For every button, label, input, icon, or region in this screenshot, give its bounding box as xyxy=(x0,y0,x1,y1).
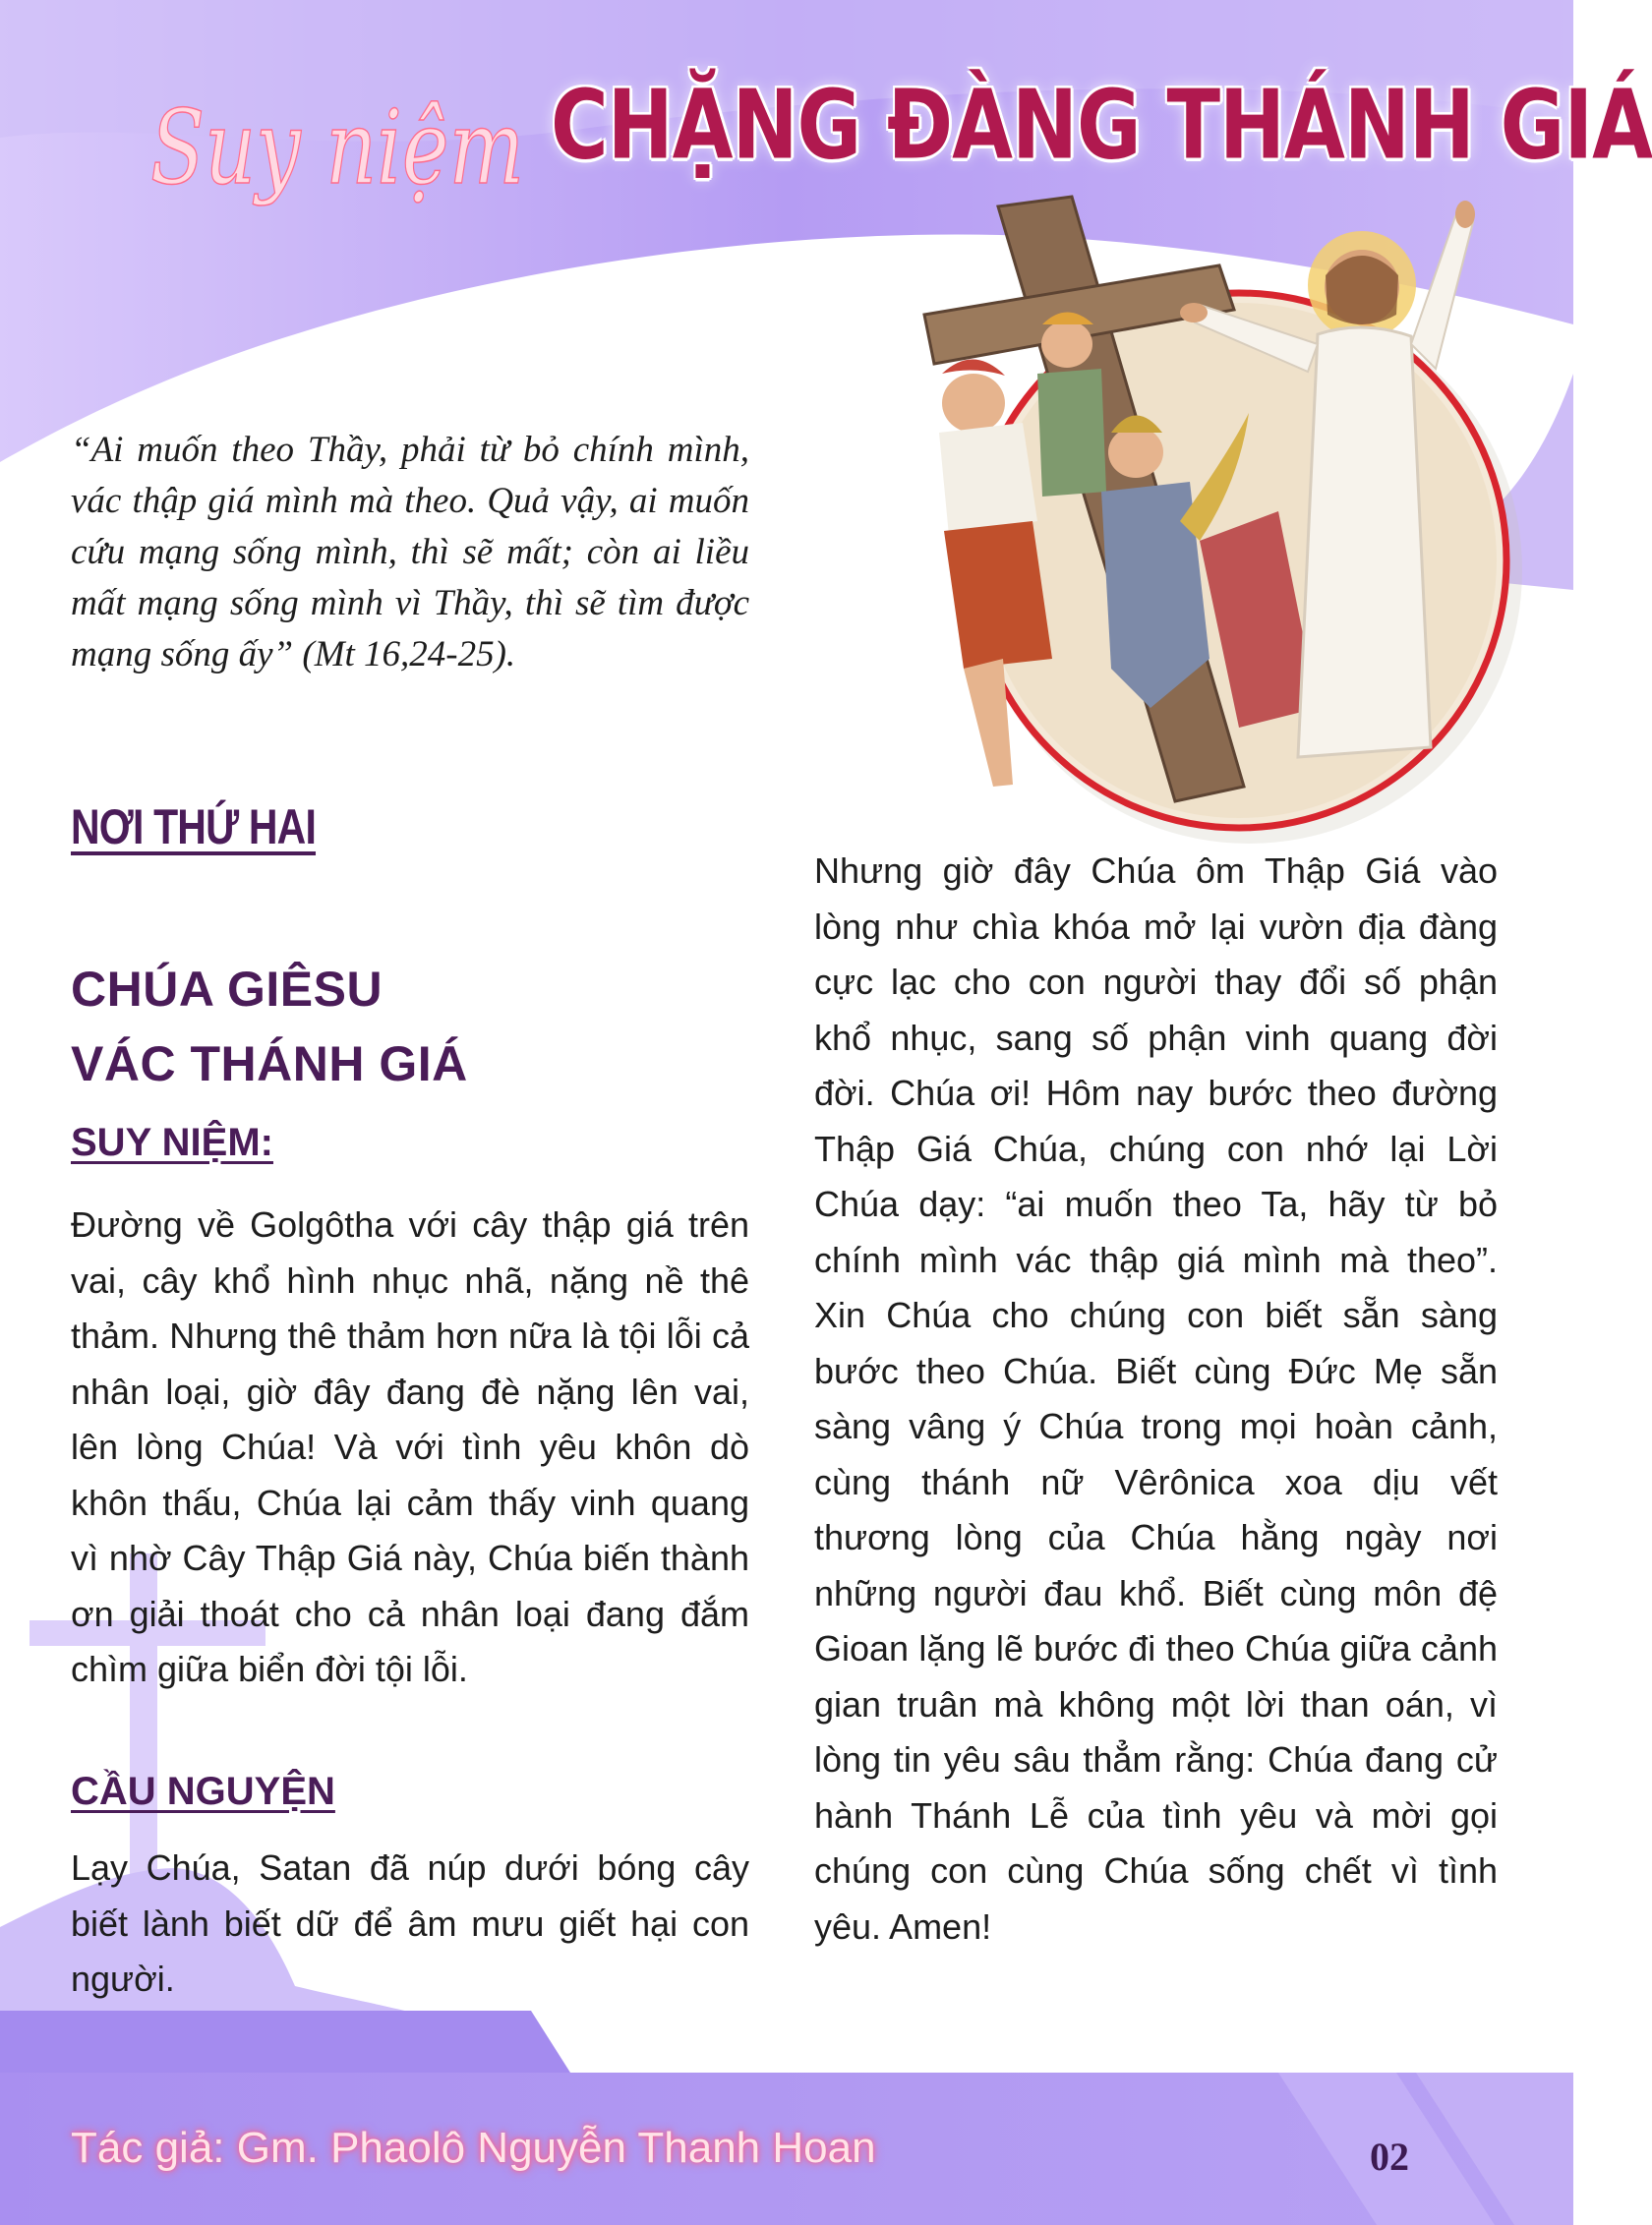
station-label: NƠI THỨ HAI xyxy=(71,799,317,854)
station-title xyxy=(71,952,759,1101)
scripture-quote: “Ai muốn theo Thầy, phải từ bỏ chính mình, vác thập giá mình mà theo. Quả vậy, ai muốn cứu mạng sống mình, thì sẽ mất; còn ai liều mất mạng sống mình vì Thầy, thì sẽ tìm được mạng sống ấy” (Mt 16,24-25). xyxy=(71,430,749,674)
script-title-text: Suy niệm xyxy=(150,88,524,207)
author-credit: Tác giả: Gm. Phaolô Nguyễn Thanh Hoan xyxy=(71,2124,876,2172)
page-title: CHẶNG ĐÀNG THÁNH GIÁ xyxy=(551,69,1652,181)
station-title-line2: VÁC THÁNH GIÁ xyxy=(71,1036,468,1091)
meditation-heading: SUY NIỆM: xyxy=(71,1121,273,1164)
station-title-line1: CHÚA GIÊSU xyxy=(71,962,384,1017)
header-script-title xyxy=(143,57,536,234)
page-number: 02 xyxy=(1370,2135,1409,2179)
prayer-text: Lạy Chúa, Satan đã núp dưới bóng cây biết lành biết dữ để âm mưu giết hại con người. xyxy=(71,1847,749,1999)
station-illustration xyxy=(905,197,1514,826)
prayer-continuation-text: Nhưng giờ đây Chúa ôm Thập Giá vào lòng như chìa khóa mở lại vườn địa đàng cực lạc cho con người thay đổi số phận khổ nhục, sang số phận vinh quang đời đời. Chúa ơi! Hôm nay bước theo đường Thập Giá Chúa, chúng con nhớ lại Lời Chúa dạy: “ai muốn theo Ta, hãy từ bỏ chính mình vác thập giá mình mà theo”. Xin Chúa cho chúng con biết sẵn sàng bước theo Chúa. Biết cùng Đức Mẹ sẵn sàng vâng ý Chúa trong mọi hoàn cảnh, cùng thánh nữ Vêrônica xoa dịu vết thương lòng của Chúa hằng ngày nơi những người đau khổ. Biết cùng môn đệ Gioan lặng lẽ bước đi theo Chúa giữa cảnh gian truân mà không một lời than oán, vì lòng tin yêu sâu thẳm rằng: Chúa đang cử hành Thánh Lễ của tình yêu và mời gọi chúng con cùng Chúa sống chết vì tình yêu. Amen! xyxy=(814,850,1498,1947)
meditation-text: Đường về Golgôtha với cây thập giá trên vai, cây khổ hình nhục nhã, nặng nề thê thảm. Nhưng thê thảm hơn nữa là tội lỗi cả nhân loại, giờ đây đang đè nặng lên vai, lên lòng Chúa! Và với tình yêu khôn dò khôn thấu, Chúa lại cảm thấy vinh quang vì nhờ Cây Thập Giá này, Chúa biến thành ơn giải thoát cho cả nhân loại đang đắm chìm giữa biển đời tội lỗi. xyxy=(71,1204,749,1689)
prayer-heading: CẦU NGUYỆN xyxy=(71,1770,335,1813)
